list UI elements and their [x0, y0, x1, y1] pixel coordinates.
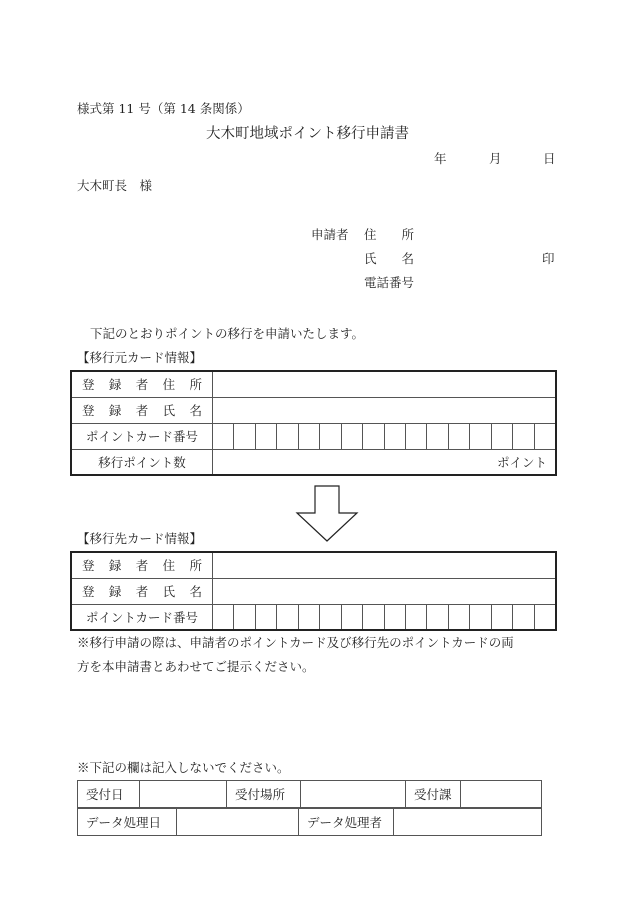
intro-text: 下記のとおりポイントの移行を申請いたします。	[90, 326, 365, 341]
source-points-label: 移行ポイント数	[71, 449, 213, 475]
source-card-number-label: ポイントカード番号	[71, 423, 213, 449]
office-use-table	[77, 780, 542, 808]
dest-card-header: 【移行先カード情報】	[77, 531, 203, 546]
source-address-field[interactable]	[213, 371, 557, 397]
source-card-table	[70, 370, 557, 476]
note-line-2: 方を本申請書とあわせてご提示ください。	[77, 659, 315, 674]
received-section-label: 受付課	[406, 781, 461, 808]
data-person-field	[394, 809, 542, 836]
date-month: 月	[489, 151, 502, 166]
form-title: 大木町地域ポイント移行申請書	[206, 126, 409, 142]
received-date-label: 受付日	[78, 781, 140, 808]
office-notice: ※下記の欄は記入しないでください。	[77, 760, 290, 775]
received-date-field	[140, 781, 227, 808]
received-place-label: 受付場所	[227, 781, 301, 808]
addressee: 大木町長 様	[77, 178, 153, 193]
source-card-number-field[interactable]	[213, 423, 557, 449]
dest-card-number-field[interactable]	[213, 604, 557, 630]
source-card-header: 【移行元カード情報】	[77, 350, 203, 365]
form-number: 様式第 11 号（第 14 条関係）	[77, 101, 250, 116]
dest-address-field[interactable]	[213, 552, 557, 578]
points-unit: ポイント	[496, 454, 547, 470]
applicant-name-label: 氏 名	[364, 251, 415, 266]
data-date-field	[177, 809, 299, 836]
data-date-label: データ処理日	[78, 809, 177, 836]
dest-name-field[interactable]	[213, 578, 557, 604]
source-name-field[interactable]	[213, 397, 557, 423]
dest-name-label: 登録者氏名	[71, 578, 213, 604]
received-section-field	[461, 781, 542, 808]
source-points-field[interactable]	[213, 449, 557, 475]
received-place-field	[301, 781, 406, 808]
source-address-label: 登録者住所	[71, 371, 213, 397]
applicant-phone-label: 電話番号	[364, 275, 415, 290]
applicant-address-label: 住 所	[364, 227, 415, 242]
source-name-label: 登録者氏名	[71, 397, 213, 423]
dest-address-label: 登録者住所	[71, 552, 213, 578]
down-arrow-icon	[295, 485, 359, 543]
date-day: 日	[543, 151, 556, 166]
data-person-label: データ処理者	[299, 809, 394, 836]
note-line-1: ※移行申請の際は、申請者のポイントカード及び移行先のポイントカードの両	[77, 635, 514, 650]
applicant-label: 申請者	[311, 227, 349, 242]
dest-card-table	[70, 551, 557, 631]
dest-card-number-label: ポイントカード番号	[71, 604, 213, 630]
date-year: 年	[434, 151, 447, 166]
seal-mark: 印	[542, 251, 555, 266]
office-data-table	[77, 808, 542, 836]
